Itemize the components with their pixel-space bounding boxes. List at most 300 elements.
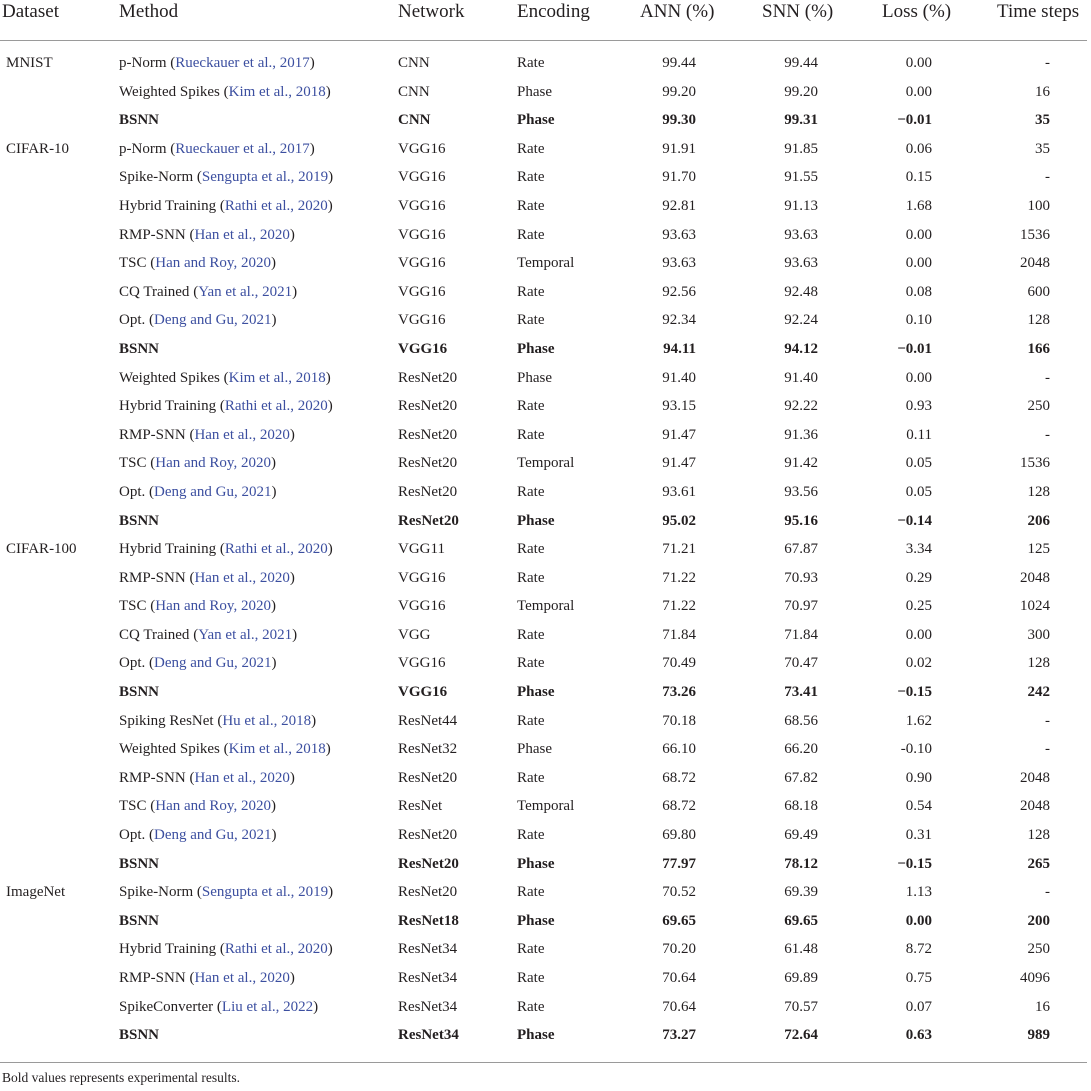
cell-method: Weighted Spikes (Kim et al., 2018) [119,369,331,386]
method-name: p-Norm [119,140,167,157]
table-row [0,649,1091,678]
cell-ann: 71.22 [662,569,696,586]
citation-link[interactable]: Han et al., 2020 [194,426,290,443]
cell-time-steps: - [1045,169,1050,186]
cell-network: VGG16 [398,169,446,186]
citation-link[interactable]: Han et al., 2020 [194,769,290,786]
cell-loss: 0.00 [905,912,932,929]
cell-time-steps: 600 [1027,283,1050,300]
cell-loss: 0.15 [905,169,932,186]
cell-snn: 99.31 [784,112,818,129]
cell-method: RMP-SNN (Han et al., 2020) [119,769,295,786]
cell-method: Hybrid Training (Rathi et al., 2020) [119,197,333,214]
method-name: BSNN [119,112,160,129]
cell-encoding: Phase [517,83,552,100]
cell-encoding: Rate [517,55,545,71]
method-name: CQ Trained [119,626,190,643]
cell-method: Opt. (Deng and Gu, 2021) [119,827,277,844]
cell-method [119,341,159,358]
header-ann: ANN (%) [640,1,715,22]
cell-method: RMP-SNN (Han et al., 2020) [119,426,295,443]
cell-loss: −0.01 [897,340,932,357]
citation-link[interactable]: Han and Roy, 2020 [155,455,271,472]
cell-loss: 0.00 [905,55,932,71]
table-row [0,135,1091,164]
bottom-rule [0,1062,1087,1063]
table-row [0,364,1091,393]
cell-snn: 69.65 [784,912,818,929]
cell-network: ResNet34 [398,1027,459,1044]
cell-method: TSC (Han and Roy, 2020) [119,598,276,615]
cell-method: CQ Trained (Yan et al., 2021) [119,283,298,300]
cell-loss: −0.14 [897,512,932,529]
cell-time-steps: 250 [1027,941,1050,958]
cell-encoding: Temporal [517,598,575,615]
cell-time-steps: 16 [1035,83,1050,100]
citation-link[interactable]: Deng and Gu, 2021 [154,312,272,329]
cell-network: ResNet32 [398,741,458,758]
cell-loss: 0.11 [906,426,932,443]
cell-method: Hybrid Training (Rathi et al., 2020) [119,541,333,558]
cell-snn: 92.24 [784,312,818,329]
method-name: BSNN [119,512,160,529]
cell-method: Hybrid Training (Rathi et al., 2020) [119,941,333,958]
table-row [0,49,1091,78]
cell-encoding: Phase [517,112,555,129]
cell-loss: 0.00 [905,255,932,272]
cell-time-steps: 989 [1027,1027,1050,1044]
cell-ann: 70.49 [662,655,696,672]
table-row [0,792,1091,821]
cell-snn: 69.39 [784,884,818,901]
citation-link[interactable]: Deng and Gu, 2021 [154,483,272,500]
cell-ann: 91.47 [662,455,696,472]
citation-link[interactable]: Rathi et al., 2020 [224,197,328,214]
table-row [0,1021,1091,1050]
citation-link[interactable]: Liu et al., 2022 [221,998,314,1015]
footnote: Bold values represents experimental results. [2,1070,241,1085]
cell-encoding: Rate [517,541,545,558]
cell-ann: 93.15 [662,398,696,415]
method-name: Hybrid Training [119,941,217,958]
cell-loss: 0.05 [905,483,932,500]
cell-snn: 73.41 [784,684,818,701]
method-name: p-Norm [119,55,167,71]
cell-loss: −0.15 [897,855,932,872]
cell-time-steps: 128 [1027,483,1050,500]
cell-network: ResNet20 [398,455,458,472]
cell-method: Spiking ResNet (Hu et al., 2018) [119,712,317,729]
cell-network: ResNet20 [398,855,459,872]
cell-encoding: Rate [517,398,545,415]
cell-encoding: Rate [517,827,545,844]
cell-loss: 0.54 [905,798,932,815]
table-row [0,735,1091,764]
method-name: RMP-SNN [119,226,186,243]
cell-loss: 0.06 [905,140,932,157]
method-name: SpikeConverter [119,998,214,1015]
cell-loss: 1.68 [905,197,932,214]
citation-link[interactable]: Yan et al., 2021 [198,283,293,300]
cell-network: VGG16 [398,226,446,243]
cell-time-steps: 35 [1035,140,1050,157]
cell-time-steps: - [1045,712,1050,729]
cell-network: CNN [398,55,430,71]
cell-network: VGG16 [398,283,446,300]
cell-time-steps: 265 [1027,855,1050,872]
citation-link[interactable]: Rathi et al., 2020 [224,398,328,415]
cell-network: ResNet20 [398,512,459,529]
cell-encoding: Temporal [517,798,575,815]
table-row [0,821,1091,850]
table-row [0,278,1091,307]
cell-network: ResNet [398,798,443,815]
cell-snn: 67.87 [784,541,818,558]
cell-method: Opt. (Deng and Gu, 2021) [119,655,277,672]
cell-method: RMP-SNN (Han et al., 2020) [119,226,295,243]
cell-loss: 0.31 [905,827,932,844]
cell-encoding: Rate [517,283,545,300]
cell-loss: 8.72 [905,941,932,958]
cell-dataset: ImageNet [6,884,66,901]
table-row [0,78,1091,107]
cell-ann: 92.81 [662,197,696,214]
cell-network: ResNet44 [398,712,458,729]
cell-time-steps: 125 [1027,541,1050,558]
method-name: BSNN [119,684,160,701]
method-name: TSC [119,455,147,472]
method-name: BSNN [119,340,160,357]
cell-method: TSC (Han and Roy, 2020) [119,798,276,815]
cell-encoding: Rate [517,569,545,586]
cell-ann: 99.30 [662,112,696,129]
cell-method [119,513,159,530]
cell-dataset: CIFAR-10 [6,140,70,157]
method-name: RMP-SNN [119,426,186,443]
table-row [0,192,1091,221]
cell-ann: 70.52 [662,884,696,901]
cell-loss: 0.00 [905,83,932,100]
cell-network: ResNet20 [398,398,458,415]
cell-ann: 91.91 [662,140,696,157]
cell-ann: 95.02 [662,512,696,529]
cell-time-steps: - [1045,55,1050,71]
citation-link[interactable]: Han and Roy, 2020 [155,255,271,272]
cell-method: Opt. (Deng and Gu, 2021) [119,483,277,500]
cell-network: VGG16 [398,312,446,329]
cell-time-steps: - [1045,884,1050,901]
cell-ann: 73.26 [662,684,696,701]
cell-ann: 91.70 [662,169,696,186]
cell-ann: 77.97 [662,855,696,872]
table-row [0,564,1091,593]
cell-ann: 73.27 [662,1027,696,1044]
cell-method: TSC (Han and Roy, 2020) [119,255,276,272]
cell-ann: 99.20 [662,83,696,100]
cell-ann: 91.40 [662,369,696,386]
cell-loss: 0.93 [905,398,932,415]
header-rule [0,40,1087,41]
citation-link[interactable]: Deng and Gu, 2021 [154,655,272,672]
cell-time-steps: 300 [1027,626,1050,643]
cell-snn: 70.47 [784,655,818,672]
cell-network: VGG16 [398,255,446,272]
cell-time-steps: 100 [1027,197,1050,214]
cell-snn: 68.18 [784,798,818,815]
cell-ann: 94.11 [663,340,696,357]
cell-snn: 91.42 [784,455,818,472]
cell-loss: 0.00 [905,626,932,643]
cell-method [119,1027,159,1044]
cell-encoding: Temporal [517,455,575,472]
citation-link[interactable]: Kim et al., 2018 [228,741,326,758]
citation-link[interactable]: Kim et al., 2018 [228,83,326,100]
citation-link[interactable]: Han and Roy, 2020 [155,798,271,815]
table-row [0,478,1091,507]
cell-time-steps: 1536 [1020,226,1050,243]
cell-network: VGG16 [398,197,446,214]
cell-ann: 71.22 [662,598,696,615]
cell-network: ResNet18 [398,912,459,929]
cell-encoding: Rate [517,941,545,958]
citation-link[interactable]: Rathi et al., 2020 [224,941,328,958]
cell-snn: 61.48 [784,941,818,958]
cell-snn: 91.85 [784,140,818,157]
cell-time-steps: 206 [1027,512,1050,529]
method-name: Weighted Spikes [119,369,220,386]
cell-ann: 71.21 [662,541,696,558]
cell-network: VGG16 [398,598,446,615]
cell-encoding: Phase [517,340,555,357]
cell-time-steps: 242 [1027,684,1050,701]
citation-link[interactable]: Kim et al., 2018 [228,369,326,386]
cell-loss: 0.05 [905,455,932,472]
header-method: Method [119,1,179,22]
cell-loss: 0.90 [905,769,932,786]
citation-link[interactable]: Rueckauer et al., 2017 [175,140,310,157]
cell-snn: 92.22 [784,398,818,415]
cell-time-steps: - [1045,369,1050,386]
cell-time-steps: 166 [1027,340,1050,357]
citation-link[interactable]: Han et al., 2020 [194,226,290,243]
method-name: Weighted Spikes [119,83,220,100]
cell-time-steps: 2048 [1020,569,1050,586]
cell-snn: 91.40 [784,369,818,386]
citation-link[interactable]: Rueckauer et al., 2017 [175,55,310,71]
cell-loss: 0.07 [905,998,932,1015]
cell-snn: 99.20 [784,83,818,100]
cell-time-steps: 35 [1035,112,1050,129]
cell-encoding: Rate [517,169,545,186]
cell-network: ResNet34 [398,941,458,958]
table-row [0,221,1091,250]
cell-snn: 91.13 [784,197,818,214]
table-row [0,421,1091,450]
cell-encoding: Phase [517,741,552,758]
header-loss: Loss (%) [882,1,952,22]
table-row [0,249,1091,278]
table-row [0,106,1091,135]
cell-method: p-Norm (Rueckauer et al., 2017) [119,55,315,71]
cell-time-steps: - [1045,741,1050,758]
table-row [0,306,1091,335]
cell-method [119,856,159,873]
cell-network: VGG16 [398,340,448,357]
table-body [0,49,1091,1050]
cell-time-steps: 128 [1027,312,1050,329]
method-name: Hybrid Training [119,197,217,214]
method-name: Spike-Norm [119,169,194,186]
cell-ann: 68.72 [662,798,696,815]
cell-loss: 0.00 [905,369,932,386]
cell-network: ResNet20 [398,884,458,901]
cell-method: Hybrid Training (Rathi et al., 2020) [119,398,333,415]
cell-snn: 95.16 [784,512,818,529]
method-name: RMP-SNN [119,970,186,986]
table-header [0,0,1091,28]
cell-method: CQ Trained (Yan et al., 2021) [119,626,298,643]
cell-encoding: Rate [517,483,545,500]
cell-snn: 66.20 [784,741,818,758]
citation-link[interactable]: Han and Roy, 2020 [155,598,271,615]
cell-loss: -0.10 [900,741,932,758]
cell-network: ResNet20 [398,426,458,443]
cell-method [119,913,159,930]
cell-ann: 93.63 [662,255,696,272]
cell-encoding: Phase [517,1027,555,1044]
citation-link[interactable]: Han et al., 2020 [194,970,290,986]
table-row [0,964,1091,993]
cell-loss: 1.62 [905,712,932,729]
cell-encoding: Rate [517,998,545,1015]
cell-encoding: Rate [517,426,545,443]
cell-ann: 92.56 [662,283,696,300]
citation-link[interactable]: Sengupta et al., 2019 [201,169,329,186]
method-name: Opt. [119,312,146,329]
cell-method: TSC (Han and Roy, 2020) [119,455,276,472]
cell-encoding: Rate [517,769,545,786]
cell-encoding: Temporal [517,255,575,272]
cell-encoding: Rate [517,312,545,329]
cell-method: SpikeConverter (Liu et al., 2022) [119,998,319,1015]
cell-encoding: Rate [517,655,545,672]
cell-snn: 68.56 [784,712,818,729]
cell-loss: 0.63 [905,1027,932,1044]
cell-ann: 93.63 [662,226,696,243]
header-dataset: Dataset [2,1,59,22]
cell-encoding: Phase [517,912,555,929]
cell-ann: 69.80 [662,827,696,844]
cell-time-steps: 16 [1035,998,1050,1015]
method-name: Hybrid Training [119,541,217,558]
cell-snn: 99.44 [784,55,818,71]
cell-encoding: Rate [517,140,545,157]
cell-network: VGG16 [398,684,448,701]
cell-method: Weighted Spikes (Kim et al., 2018) [119,741,331,758]
cell-network: CNN [398,112,431,129]
method-name: RMP-SNN [119,769,186,786]
cell-time-steps: 250 [1027,398,1050,415]
cell-loss: 0.29 [905,569,932,586]
cell-network: CNN [398,83,430,100]
cell-time-steps: 200 [1027,912,1050,929]
citation-link[interactable]: Yan et al., 2021 [198,626,293,643]
cell-encoding: Phase [517,369,552,386]
cell-network: VGG11 [398,541,445,558]
cell-time-steps: - [1045,426,1050,443]
cell-time-steps: 2048 [1020,255,1050,272]
cell-encoding: Rate [517,712,545,729]
cell-dataset: MNIST [6,55,53,71]
cell-dataset: CIFAR-100 [6,541,77,558]
cell-method: Opt. (Deng and Gu, 2021) [119,312,277,329]
citation-link[interactable]: Rathi et al., 2020 [224,541,328,558]
cell-encoding: Rate [517,197,545,214]
citation-link[interactable]: Han et al., 2020 [194,569,290,586]
cell-time-steps: 128 [1027,655,1050,672]
cell-snn: 69.89 [784,970,818,986]
cell-snn: 93.63 [784,226,818,243]
table-row [0,592,1091,621]
method-name: Spiking ResNet [119,712,214,729]
table-row [0,850,1091,879]
cell-encoding: Rate [517,626,545,643]
cell-network: VGG [398,626,431,643]
cell-ann: 69.65 [662,912,696,929]
cell-ann: 70.64 [662,970,696,986]
table-row [0,335,1091,364]
method-name: BSNN [119,1027,160,1044]
table-row [0,907,1091,936]
cell-snn: 92.48 [784,283,818,300]
cell-ann: 99.44 [662,55,696,71]
cell-network: ResNet34 [398,998,458,1015]
table-row [0,678,1091,707]
cell-method [119,684,159,701]
cell-method: RMP-SNN (Han et al., 2020) [119,970,295,986]
cell-snn: 67.82 [784,769,818,786]
citation-link[interactable]: Deng and Gu, 2021 [154,827,272,844]
header-time-steps: Time steps [997,1,1080,22]
citation-link[interactable]: Hu et al., 2018 [222,712,312,729]
table-row [0,707,1091,736]
cell-loss: −0.01 [897,112,932,129]
cell-snn: 70.93 [784,569,818,586]
table-row [0,878,1091,907]
cell-ann: 66.10 [662,741,696,758]
citation-link[interactable]: Sengupta et al., 2019 [201,884,329,901]
cell-method [119,112,159,129]
cell-loss: 0.02 [905,655,932,672]
cell-loss: 0.25 [905,598,932,615]
method-name: TSC [119,798,147,815]
cell-network: VGG16 [398,140,446,157]
method-name: BSNN [119,855,160,872]
cell-network: ResNet20 [398,769,458,786]
table-row [0,449,1091,478]
cell-network: ResNet34 [398,970,458,986]
cell-loss: 0.00 [905,226,932,243]
cell-ann: 91.47 [662,426,696,443]
method-name: Spike-Norm [119,884,194,901]
method-name: Opt. [119,827,146,844]
header-snn: SNN (%) [762,1,834,22]
cell-method: RMP-SNN (Han et al., 2020) [119,569,295,586]
cell-encoding: Phase [517,684,555,701]
cell-snn: 70.97 [784,598,818,615]
cell-snn: 72.64 [784,1027,818,1044]
header-encoding: Encoding [517,1,590,22]
